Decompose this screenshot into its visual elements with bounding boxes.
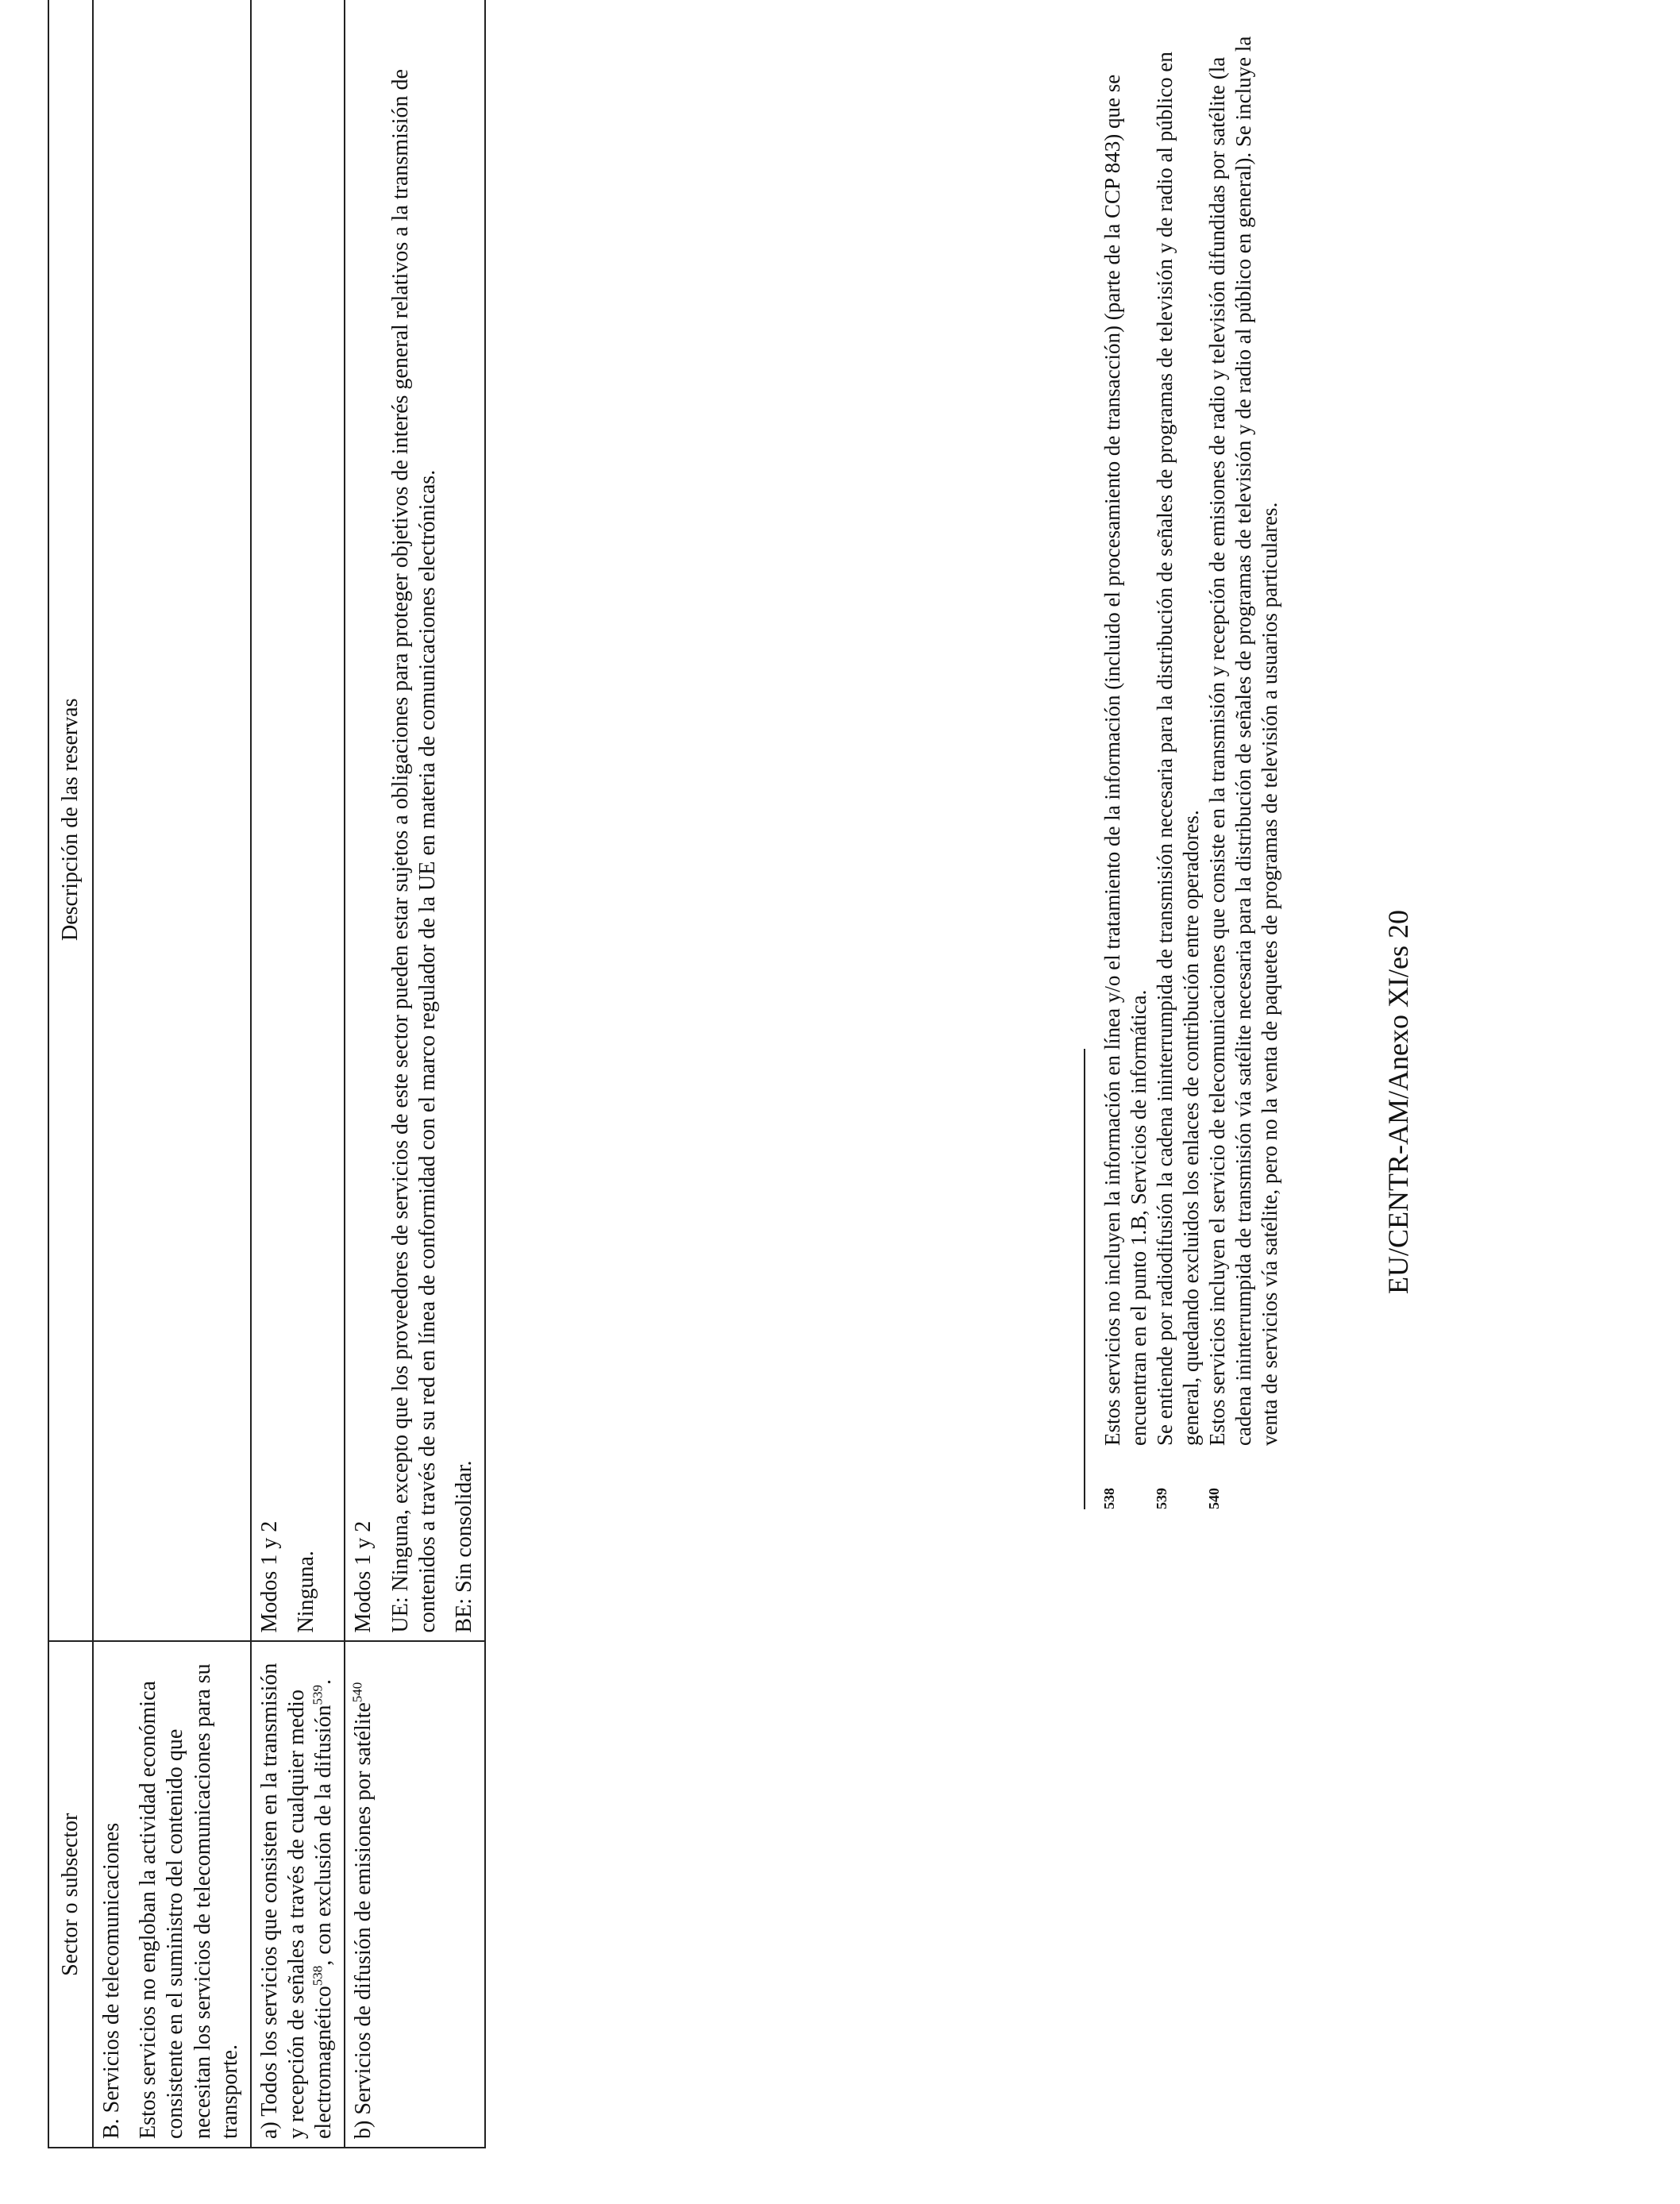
sector-title: B. Servicios de telecomunicaciones (99, 1822, 125, 2139)
sector-cell (251, 1642, 345, 2148)
footnote-number: 539 (1153, 1488, 1169, 1509)
modes-label: Modos 1 y 2 (351, 1520, 376, 1633)
footnote (1100, 17, 1152, 1509)
sector-text-mid: , con exclusión de la difusión (311, 1705, 337, 1966)
sector-text-main: a) Todos los servicios que consisten en la transmisión y recepción de señales a través de cualquier medio electromagnético (256, 1663, 337, 2139)
footnote-text: Estos servicios no incluyen la información en línea y/o el tratamiento de la información (incluido el procesamiento de transacción) (parte de la CCP 843) que se encuentran en el punto 1.B, Servicios de informática. (1100, 74, 1150, 1446)
sector-text-main: b) Servicios de difusión de emisiones por satélite (351, 1702, 376, 2139)
description-cell (251, 0, 345, 1642)
footnote-number: 538 (1101, 1488, 1117, 1509)
description-cell (93, 0, 251, 1642)
modes-label: Modos 1 y 2 (256, 1520, 282, 1633)
header-sector: Sector o subsector (48, 1642, 93, 2148)
sector-cell (93, 1642, 251, 2148)
footnotes (1100, 17, 1283, 1509)
footnote-ref[interactable]: 538 (310, 1965, 326, 1986)
table-row (251, 0, 345, 2148)
footnote-text: Se entiende por radiodifusión la cadena ininterrumpida de transmisión necesaria para la distribución de señales de programas de televisión y de radio al público en general, quedando excluidos los enlaces de contribución entre operadores. (1152, 52, 1203, 1446)
footnote-number: 540 (1205, 1488, 1222, 1509)
header-description: Descripción de las reservas (48, 0, 93, 1642)
footnote-divider (1084, 1049, 1085, 1509)
footnote-text: Estos servicios incluyen el servicio de telecomunicaciones que consiste en la transmisión y recepción de emisiones de radio y televisión difundidas por satélite (la cadena ininterrumpida de transmisión vía satélite necesaria para la distribución de señales de programas de televisión y de radio al público en general). Se incluye la venta de servicios vía satélite, pero no la venta de paquetes de programas de televisión a usuarios particulares. (1204, 36, 1281, 1446)
sector-text (350, 1651, 377, 2140)
reservations-table (48, 0, 486, 2148)
table-header-row (48, 0, 93, 2148)
description-cell (345, 0, 485, 1642)
sector-text-end: . (311, 1679, 337, 1686)
sector-note: Estos servicios no engloban la actividad económica consistente en el suministro del contenido que necesitan los servicios de telecomunicaciones para su transporte. (136, 1663, 242, 2139)
description-be: BE: Sin consolidar. (451, 1460, 476, 1633)
table-row (345, 0, 485, 2148)
page-footer: EU/CENTR-AM/Anexo XI/es 20 (1382, 910, 1414, 1294)
footnote (1152, 17, 1204, 1509)
footnote-ref[interactable]: 539 (310, 1685, 326, 1705)
footnote (1204, 17, 1283, 1509)
description-eu: UE: Ninguna, excepto que los proveedores de servicios de este sector pueden estar sujetos a obligaciones para proteger objetivos de interés general relativos a la transmisión de contenidos a través de su red en línea de conformidad con el marco regulador de la UE en materia de comunicaciones electrónicas. (387, 69, 440, 1633)
footnote-ref[interactable]: 540 (350, 1682, 366, 1703)
table-row (93, 0, 251, 2148)
sector-cell (345, 1642, 485, 2148)
description-text: Ninguna. (294, 1551, 319, 1633)
sector-text (256, 1651, 337, 2140)
